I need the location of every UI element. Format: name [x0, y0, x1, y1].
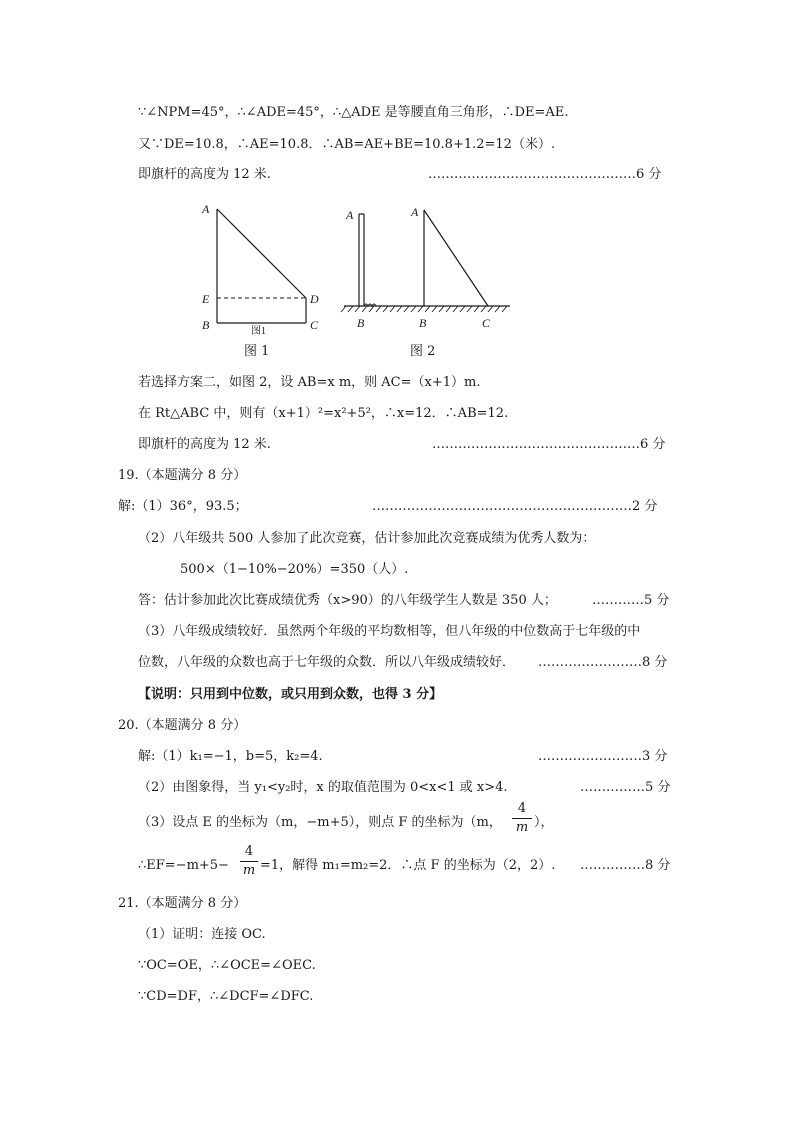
score-8b: ……………8 分 [580, 858, 671, 873]
q20-part2: （2）由图象得，当 y₁<y₂时，x 的取值范围为 0<x<1 或 x>4. [138, 780, 508, 795]
fig2-ground-hatch [341, 306, 507, 312]
score-2: ……………………………………………………2 分 [372, 499, 658, 514]
fig2-label-a1: A [346, 208, 354, 222]
fig2-caption: 图 2 [410, 344, 436, 359]
score-5b: ……………5 分 [580, 780, 671, 795]
fraction-1-den: m [515, 820, 529, 835]
q20-part3-b-tail: =1，解得 m₁=m₂=2．∴点 F 的坐标为（2，2）. [260, 858, 556, 873]
fig2-line-ac [424, 210, 488, 306]
q20-heading: 20.（本题满分 8 分） [118, 718, 247, 733]
fig1-label-d: D [310, 292, 319, 306]
q19-calc: 500×（1−10%−20%）=350（人）. [180, 562, 409, 577]
fig1-label-e: E [202, 292, 210, 306]
q20-part1: 解:（1）k₁=−1，b=5，k₂=4. [138, 749, 323, 764]
fraction-2-bar [240, 861, 258, 862]
q21-proof-1: （1）证明：连接 OC. [138, 927, 266, 942]
fig1-caption: 图 1 [244, 344, 270, 359]
fig2-label-b2: B [419, 316, 427, 330]
fig1-cut-label: 图1 [251, 326, 266, 337]
fig1-label-a: A [202, 202, 210, 216]
q19-note: 【说明：只用到中位数，或只用到众数，也得 3 分】 [138, 687, 443, 702]
fraction-1-num: 4 [517, 801, 527, 816]
q20-part3-a-tail: ）， [534, 815, 554, 830]
line-1: ∵∠NPM=45°，∴∠ADE=45°，∴△ADE 是等腰直角三角形，∴DE=AE. [138, 105, 569, 120]
fig2-label-c: C [482, 316, 491, 330]
fig1-label-c: C [310, 318, 319, 332]
score-6a: …………………………………………6 分 [428, 167, 662, 182]
q19-part2: （2）八年级共 500 人参加了此次竞赛，估计参加此次竞赛成绩为优秀人数为： [138, 531, 596, 546]
fig1-label-b: B [202, 318, 210, 332]
q19-answer: 答：估计参加此次比赛成绩优秀（x>90）的八年级学生人数是 350 人； [138, 593, 557, 608]
score-5a: …………5 分 [592, 593, 670, 608]
fig2-label-b1: B [357, 316, 365, 330]
line-4: 若选择方案二，如图 2，设 AB=x m，则 AC=（x+1）m. [138, 375, 481, 390]
line-2: 又∵DE=10.8，∴AE=10.8．∴AB=AE+BE=10.8+1.2=12（米）. [138, 137, 556, 152]
fig2-label-a2: A [411, 205, 419, 219]
q19-heading: 19.（本题满分 8 分） [118, 468, 247, 483]
fraction-1 [512, 801, 532, 836]
q19-part3-b: 位数，八年级的众数也高于七年级的众数．所以八年级成绩较好． [138, 655, 516, 670]
q19-part3-a: （3）八年级成绩较好．虽然两个年级的平均数相等，但八年级的中位数高于七年级的中 [138, 624, 641, 639]
q21-proof-2: ∵OC=OE，∴∠OCE=∠OEC. [138, 958, 316, 973]
q20-part3-b-head: ∴EF=−m+5− [138, 858, 229, 873]
fig1-line-ad [217, 209, 306, 298]
fraction-2-den: m [242, 863, 256, 878]
q19-part1: 解:（1）36°，93.5； [118, 499, 248, 514]
fraction-1-bar [512, 818, 532, 819]
q21-heading: 21.（本题满分 8 分） [118, 896, 247, 911]
q20-part3-a: （3）设点 E 的坐标为（m，−m+5），则点 F 的坐标为（m， [138, 815, 502, 830]
line-3: 即旗杆的高度为 12 米. [138, 167, 271, 182]
score-8a: ……………………8 分 [538, 655, 668, 670]
figure-2 [341, 205, 510, 330]
score-6b: …………………………………………6 分 [432, 437, 666, 452]
q21-proof-3: ∵CD=DF，∴∠DCF=∠DFC. [138, 989, 314, 1004]
score-3: ……………………3 分 [538, 749, 668, 764]
line-6: 即旗杆的高度为 12 米. [138, 437, 271, 452]
fraction-2-num: 4 [244, 844, 254, 859]
figure-1 [201, 202, 319, 337]
line-5: 在 Rt△ABC 中，则有（x+1）²=x²+5²，∴x=12．∴AB=12. [138, 406, 509, 421]
fraction-2 [240, 844, 258, 879]
